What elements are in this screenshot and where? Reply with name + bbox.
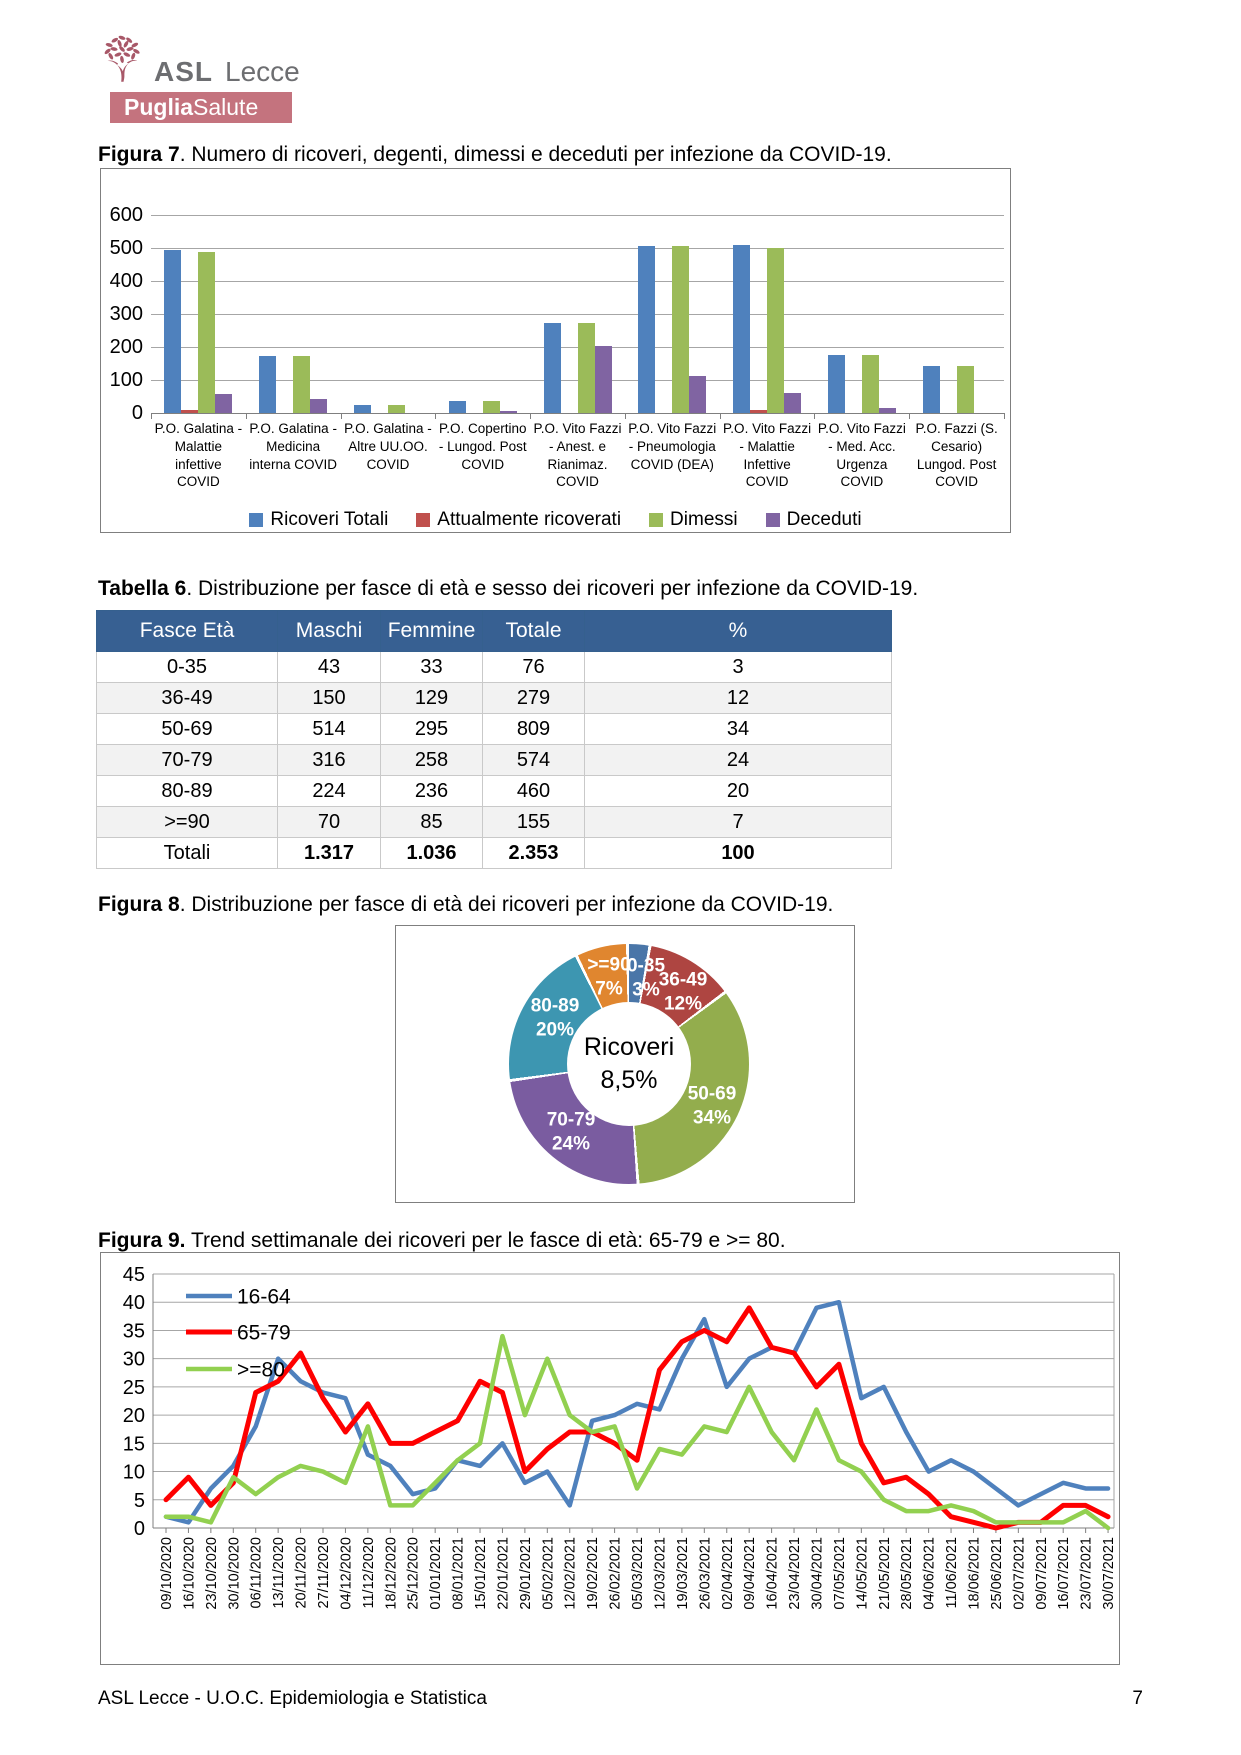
donut-chart-box xyxy=(395,925,855,1203)
tree-icon xyxy=(98,31,146,88)
table-header-cell: Totale xyxy=(483,611,585,652)
donut-slice-label: 70-79 24% xyxy=(546,1109,596,1154)
table-cell: 460 xyxy=(483,776,585,807)
bar-group xyxy=(435,215,530,413)
table-cell: 295 xyxy=(381,714,483,745)
bar-ricoveri-totali xyxy=(354,405,371,413)
table-cell: 43 xyxy=(278,652,381,683)
y-axis-tick-label: 25 xyxy=(122,1376,145,1399)
bar-dimessi xyxy=(862,355,879,413)
table-cell: 155 xyxy=(483,807,585,838)
y-axis-tick-label: 45 xyxy=(122,1264,145,1286)
bar-deceduti xyxy=(215,394,232,413)
bar-dimessi xyxy=(388,405,405,413)
y-axis-tick-label: 15 xyxy=(122,1433,145,1456)
footer-text: ASL Lecce - U.O.C. Epidemiologia e Statistica xyxy=(98,1688,487,1709)
donut-slice-label: >=90 7% xyxy=(587,954,631,999)
category-label: P.O. Vito Fazzi - Med. Acc. Urgenza COVID xyxy=(817,421,906,490)
x-axis-tick-label: 09/04/2021 xyxy=(742,1537,759,1610)
line-chart-box xyxy=(100,1252,1120,1665)
table-cell: 50-69 xyxy=(97,714,278,745)
bar-ricoveri-totali xyxy=(733,245,750,413)
bar-deceduti xyxy=(500,411,517,413)
x-axis-tick-label: 05/03/2021 xyxy=(630,1537,647,1610)
legend-item xyxy=(766,509,862,531)
bar-attualmente-ricoverati xyxy=(181,410,198,413)
axis-tick xyxy=(246,413,247,419)
x-axis-tick-label: 22/01/2021 xyxy=(495,1537,512,1610)
donut-center-value: 8,5% xyxy=(600,1066,658,1094)
bar-group xyxy=(814,215,909,413)
table-cell: 36-49 xyxy=(97,683,278,714)
x-axis-tick-label: 05/02/2021 xyxy=(540,1537,557,1610)
table-cell: 85 xyxy=(381,807,483,838)
page-footer xyxy=(98,1688,1143,1710)
bar-deceduti xyxy=(595,346,612,413)
bar-dimessi xyxy=(672,246,689,413)
x-axis-tick-label: 15/01/2021 xyxy=(473,1537,490,1610)
legend-label: Attualmente ricoverati xyxy=(437,509,622,530)
donut-center-label: Ricoveri xyxy=(583,1033,675,1061)
bar-ricoveri-totali xyxy=(259,356,276,413)
table-cell: 0-35 xyxy=(97,652,278,683)
bar-dimessi xyxy=(198,252,215,413)
x-axis-tick-label: 29/01/2021 xyxy=(517,1537,534,1610)
bar-dimessi xyxy=(578,323,595,413)
x-axis-tick-label: 06/11/2020 xyxy=(248,1537,265,1609)
x-axis-tick-label: 19/02/2021 xyxy=(585,1537,602,1610)
table-cell: Totali xyxy=(97,838,278,869)
bar-group xyxy=(246,215,341,413)
x-axis-tick-label: 23/04/2021 xyxy=(787,1537,804,1610)
legend-swatch xyxy=(249,513,263,527)
caption-tabella-6: Tabella 6. Distribuzione per fasce di età e sesso dei ricoveri per infezione da COVID-19. xyxy=(98,577,919,600)
table-cell: 34 xyxy=(585,714,892,745)
y-axis-tick-label: 35 xyxy=(122,1320,145,1343)
x-axis-tick-label: 18/06/2021 xyxy=(966,1537,983,1610)
table-cell: 20 xyxy=(585,776,892,807)
legend-label: >=80 xyxy=(237,1358,285,1382)
banner-puglia: Puglia xyxy=(124,94,194,120)
x-axis-tick-label: 08/01/2021 xyxy=(450,1537,467,1610)
caption-figura-8: Figura 8. Distribuzione per fasce di età dei ricoveri per infezione da COVID-19. xyxy=(98,893,834,916)
pugliasalute-banner xyxy=(110,92,292,123)
x-axis-tick-label: 23/07/2021 xyxy=(1078,1537,1095,1610)
bar-ricoveri-totali xyxy=(164,250,181,413)
bar-deceduti xyxy=(784,393,801,413)
bar-group xyxy=(341,215,436,413)
x-axis-tick-label: 25/12/2020 xyxy=(405,1537,422,1610)
category-label: P.O. Galatina - Malattie infettive COVID xyxy=(154,421,243,490)
x-axis-tick-label: 20/11/2020 xyxy=(293,1537,310,1609)
table-cell: 7 xyxy=(585,807,892,838)
axis-tick xyxy=(435,413,436,419)
category-label: P.O. Vito Fazzi - Anest. e Rianimaz. COVID xyxy=(533,421,622,490)
y-axis-tick-label: 600 xyxy=(109,204,143,226)
x-axis-tick-label: 23/10/2020 xyxy=(203,1537,220,1610)
legend-label: Deceduti xyxy=(786,509,862,530)
y-axis-tick-label: 100 xyxy=(109,369,143,391)
logo-asl-text: ASL xyxy=(154,56,213,87)
axis-tick xyxy=(625,413,626,419)
table-header-cell: Fasce Età xyxy=(97,611,278,652)
bar-ricoveri-totali xyxy=(544,323,561,413)
donut-slice-label: 50-69 34% xyxy=(687,1083,737,1128)
header-logo xyxy=(98,40,300,123)
x-axis-tick-label: 11/12/2020 xyxy=(360,1537,377,1609)
table-cell: 514 xyxy=(278,714,381,745)
table-cell: 70-79 xyxy=(97,745,278,776)
x-axis-tick-label: 26/02/2021 xyxy=(607,1537,624,1610)
table-header-cell: % xyxy=(585,611,892,652)
table-cell: 24 xyxy=(585,745,892,776)
donut-slice-label: 36-49 12% xyxy=(658,969,708,1014)
x-axis-tick-label: 09/07/2021 xyxy=(1033,1537,1050,1610)
table-fasce-eta xyxy=(96,610,892,869)
legend-label: 65-79 xyxy=(237,1321,291,1345)
bar-deceduti xyxy=(310,399,327,413)
category-label: P.O. Fazzi (S. Cesario) Lungod. Post COVID xyxy=(915,421,998,490)
bar-ricoveri-totali xyxy=(923,366,940,413)
axis-tick xyxy=(909,413,910,419)
table-cell: 80-89 xyxy=(97,776,278,807)
bar-dimessi xyxy=(767,248,784,413)
table-cell: 12 xyxy=(585,683,892,714)
table-cell: 2.353 xyxy=(483,838,585,869)
caption-figura-9: Figura 9. Trend settimanale dei ricoveri per le fasce di età: 65-79 e >= 80. xyxy=(98,1229,786,1252)
legend-label: 16-64 xyxy=(237,1285,291,1309)
table-header-cell: Maschi xyxy=(278,611,381,652)
x-axis-tick-label: 12/02/2021 xyxy=(562,1537,579,1610)
legend-label: Dimessi xyxy=(670,509,738,530)
series-line-6579 xyxy=(166,1308,1108,1528)
bar-ricoveri-totali xyxy=(449,401,466,413)
table-cell: 258 xyxy=(381,745,483,776)
logo-lecce-text: Lecce xyxy=(225,56,300,87)
x-axis-tick-label: 19/03/2021 xyxy=(674,1537,691,1610)
axis-tick xyxy=(814,413,815,419)
category-label: P.O. Copertino - Lungod. Post COVID xyxy=(438,421,527,472)
legend-swatch xyxy=(649,513,663,527)
x-axis-tick-label: 28/05/2021 xyxy=(899,1537,916,1610)
bar-group xyxy=(530,215,625,413)
page-number: 7 xyxy=(1132,1688,1143,1709)
category-label: P.O. Galatina - Medicina interna COVID xyxy=(249,421,338,472)
table-cell: 129 xyxy=(381,683,483,714)
donut-chart xyxy=(509,944,749,1184)
bar-group xyxy=(151,215,246,413)
bar-group xyxy=(909,215,1004,413)
category-label: P.O. Vito Fazzi - Malattie Infettive COVID xyxy=(723,421,812,490)
bar-groups xyxy=(151,215,1004,413)
legend-label: Ricoveri Totali xyxy=(270,509,389,530)
table-cell: 574 xyxy=(483,745,585,776)
y-axis-tick-label: 30 xyxy=(122,1348,145,1371)
x-axis-tick-label: 27/11/2020 xyxy=(316,1537,333,1609)
banner-salute: Salute xyxy=(193,94,259,120)
donut-slice-label: 0-35 3% xyxy=(626,955,666,1000)
table-totals-row xyxy=(97,838,892,869)
x-axis-tick-label: 02/07/2021 xyxy=(1011,1537,1028,1610)
line-chart-trend xyxy=(101,1253,1117,1662)
table-cell: 316 xyxy=(278,745,381,776)
caption-figura-7: Figura 7. Numero di ricoveri, degenti, dimessi e deceduti per infezione da COVID-19. xyxy=(98,143,892,166)
y-axis-tick-label: 200 xyxy=(109,336,143,358)
table-cell: 70 xyxy=(278,807,381,838)
legend-item xyxy=(416,509,621,531)
table-row xyxy=(97,652,892,683)
bar-deceduti xyxy=(689,376,706,413)
bar-dimessi xyxy=(293,356,310,413)
table-cell: 100 xyxy=(585,838,892,869)
y-axis-tick-label: 500 xyxy=(109,237,143,259)
x-axis-tick-label: 01/01/2021 xyxy=(428,1537,445,1610)
category-labels xyxy=(151,420,1004,491)
y-axis-tick-label: 0 xyxy=(133,1518,145,1540)
bar-dimessi xyxy=(483,401,500,413)
y-axis-tick-label: 5 xyxy=(133,1489,145,1512)
x-axis-tick-label: 21/05/2021 xyxy=(876,1537,893,1610)
x-axis-tick-label: 30/07/2021 xyxy=(1101,1537,1117,1610)
y-axis-tick-label: 10 xyxy=(122,1461,145,1484)
x-axis-tick-label: 18/12/2020 xyxy=(383,1537,400,1610)
x-axis-tick-label: 02/04/2021 xyxy=(719,1537,736,1610)
category-label: P.O. Galatina - Altre UU.OO. COVID xyxy=(344,421,432,472)
y-axis-tick-label: 40 xyxy=(122,1292,145,1315)
bar-ricoveri-totali xyxy=(828,355,845,413)
x-axis-tick-label: 14/05/2021 xyxy=(854,1537,871,1610)
bar-chart-ricoveri xyxy=(100,168,1011,533)
y-axis-tick-label: 400 xyxy=(109,270,143,292)
bar-group xyxy=(720,215,815,413)
bar-deceduti xyxy=(879,408,896,413)
legend-swatch xyxy=(766,513,780,527)
x-axis-tick-label: 04/06/2021 xyxy=(921,1537,938,1610)
x-axis-tick-label: 30/10/2020 xyxy=(226,1537,243,1610)
category-label: P.O. Vito Fazzi - Pneumologia COVID (DEA) xyxy=(628,421,717,472)
x-axis-tick-label: 26/03/2021 xyxy=(697,1537,714,1610)
bar-ricoveri-totali xyxy=(638,246,655,413)
x-axis-tick-label: 12/03/2021 xyxy=(652,1537,669,1610)
table-cell: 279 xyxy=(483,683,585,714)
table-row xyxy=(97,745,892,776)
bar-group xyxy=(625,215,720,413)
bar-dimessi xyxy=(957,366,974,413)
table-cell: 1.036 xyxy=(381,838,483,869)
y-axis-tick-label: 20 xyxy=(122,1405,145,1428)
x-axis-tick-label: 16/07/2021 xyxy=(1056,1537,1073,1610)
table-cell: 76 xyxy=(483,652,585,683)
x-axis-tick-label: 13/11/2020 xyxy=(271,1537,288,1609)
axis-tick xyxy=(1004,413,1005,419)
x-axis-tick-label: 30/04/2021 xyxy=(809,1537,826,1610)
table-row xyxy=(97,776,892,807)
legend-item xyxy=(249,509,388,531)
axis-tick xyxy=(720,413,721,419)
table-cell: 224 xyxy=(278,776,381,807)
table-cell: 150 xyxy=(278,683,381,714)
x-axis-tick-label: 25/06/2021 xyxy=(988,1537,1005,1610)
x-axis-tick-label: 16/10/2020 xyxy=(181,1537,198,1610)
legend-swatch xyxy=(416,513,430,527)
axis-tick xyxy=(530,413,531,419)
table-cell: 236 xyxy=(381,776,483,807)
bar-attualmente-ricoverati xyxy=(750,410,767,413)
x-axis-tick-label: 16/04/2021 xyxy=(764,1537,781,1610)
donut-slice-label: 80-89 20% xyxy=(530,995,580,1040)
y-axis-tick-label: 0 xyxy=(131,402,143,424)
table-header-cell: Femmine xyxy=(381,611,483,652)
table-cell: 3 xyxy=(585,652,892,683)
axis-tick xyxy=(341,413,342,419)
table-row xyxy=(97,714,892,745)
x-axis-tick-label: 09/10/2020 xyxy=(159,1537,175,1610)
bar-chart-legend xyxy=(101,509,1010,531)
x-axis-tick-label: 11/06/2021 xyxy=(944,1537,961,1609)
table-cell: 809 xyxy=(483,714,585,745)
x-axis-tick-label: 07/05/2021 xyxy=(831,1537,848,1610)
table-cell: >=90 xyxy=(97,807,278,838)
axis-tick xyxy=(151,413,152,419)
table-cell: 1.317 xyxy=(278,838,381,869)
x-axis-tick-label: 04/12/2020 xyxy=(338,1537,355,1610)
table-row xyxy=(97,683,892,714)
y-axis-tick-label: 300 xyxy=(109,303,143,325)
table-cell: 33 xyxy=(381,652,483,683)
table-row xyxy=(97,807,892,838)
legend-item xyxy=(649,509,738,531)
